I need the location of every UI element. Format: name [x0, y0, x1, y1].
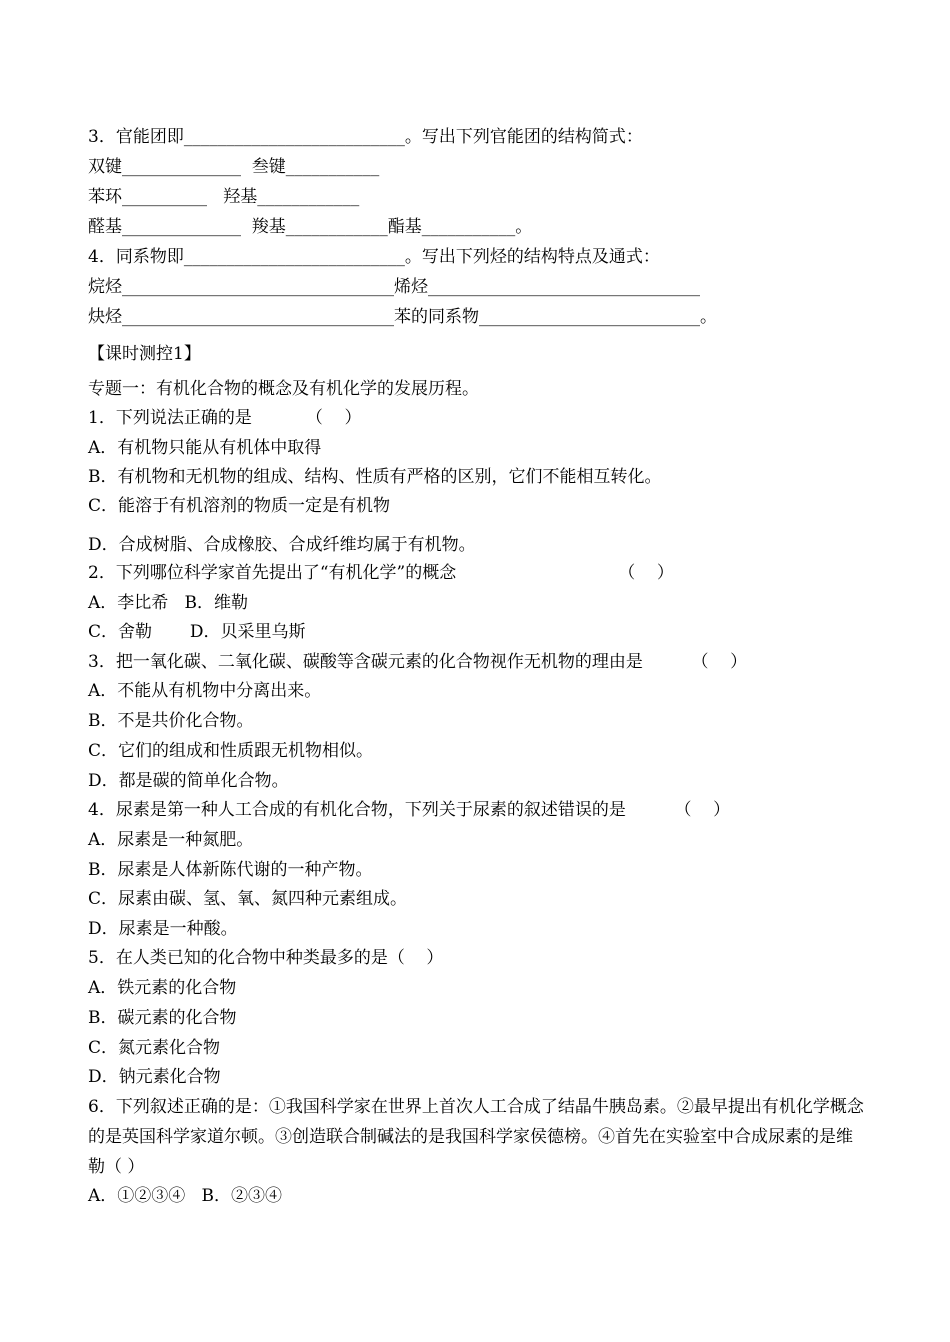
alkane-alkene-line: 烷烃________________________________烯烃________________________________: [88, 277, 700, 297]
aldehyde-carboxyl-ester-line: 醛基______________ 羧基____________酯基___________。: [88, 217, 533, 237]
q3-option-c: C．它们的组成和性质跟无机物相似。: [88, 741, 374, 761]
double-triple-bond-line: 双键______________ 叁键___________: [88, 157, 380, 177]
q2-options-cd: C．舍勒 D．贝采里乌斯: [88, 622, 306, 642]
q1-option-b: B．有机物和无机物的组成、结构、性质有严格的区别，它们不能相互转化。: [88, 467, 662, 487]
question-6: 6．下列叙述正确的是：①我国科学家在世界上首次人工合成了结晶牛胰岛素。②最早提出有机化学概念的是英国科学家道尔顿。③创造联合制碱法的是我国科学家侯德榜。④首先在实验室中合成尿素的是维勒（ ）: [88, 1097, 864, 1177]
question-4: 4．尿素是第一种人工合成的有机化合物，下列关于尿素的叙述错误的是 （ ）: [88, 800, 731, 820]
q4-homolog-line: 4．同系物即__________________________。写出下列烃的结构特点及通式：: [88, 247, 660, 267]
q4-option-c: C．尿素由碳、氢、氧、氮四种元素组成。: [88, 889, 408, 909]
q6-options: A．①②③④ B．②③④: [88, 1186, 282, 1206]
q4-option-d: D．尿素是一种酸。: [88, 919, 238, 939]
section-heading: 【课时测控1】: [88, 344, 201, 364]
alkyne-benzene-homolog-line: 炔烃________________________________苯的同系物__________________________。: [88, 307, 717, 327]
q5-option-c: C．氮元素化合物: [88, 1038, 221, 1058]
q1-option-d: D．合成树脂、合成橡胶、合成纤维均属于有机物。: [88, 535, 476, 555]
benzene-hydroxyl-line: 苯环__________ 羟基____________: [88, 187, 360, 207]
topic-one-title: 专题一：有机化合物的概念及有机化学的发展历程。: [88, 379, 479, 399]
q2-options-ab: A．李比希 B．维勒: [88, 593, 248, 613]
q5-option-b: B．碳元素的化合物: [88, 1008, 237, 1028]
question-5: 5．在人类已知的化合物中种类最多的是（ ）: [88, 948, 444, 968]
q4-option-a: A．尿素是一种氮肥。: [88, 830, 254, 850]
q3-option-b: B．不是共价化合物。: [88, 711, 254, 731]
question-1: 1．下列说法正确的是 （ ）: [88, 408, 362, 428]
q3-option-a: A．不能从有机物中分离出来。: [88, 681, 322, 701]
q1-option-c: C．能溶于有机溶剂的物质一定是有机物: [88, 496, 391, 516]
q1-option-a: A．有机物只能从有机体中取得: [88, 438, 322, 458]
question-3: 3．把一氧化碳、二氧化碳、碳酸等含碳元素的化合物视作无机物的理由是 （ ）: [88, 652, 748, 672]
q4-option-b: B．尿素是人体新陈代谢的一种产物。: [88, 860, 373, 880]
q3-option-d: D．都是碳的简单化合物。: [88, 771, 289, 791]
question-2: 2．下列哪位科学家首先提出了“有机化学”的概念 （ ）: [88, 563, 674, 583]
q5-option-d: D．钠元素化合物: [88, 1067, 221, 1087]
q3-functional-group-line: 3．官能团即__________________________。写出下列官能团的结构简式：: [88, 127, 643, 147]
q5-option-a: A．铁元素的化合物: [88, 978, 237, 998]
